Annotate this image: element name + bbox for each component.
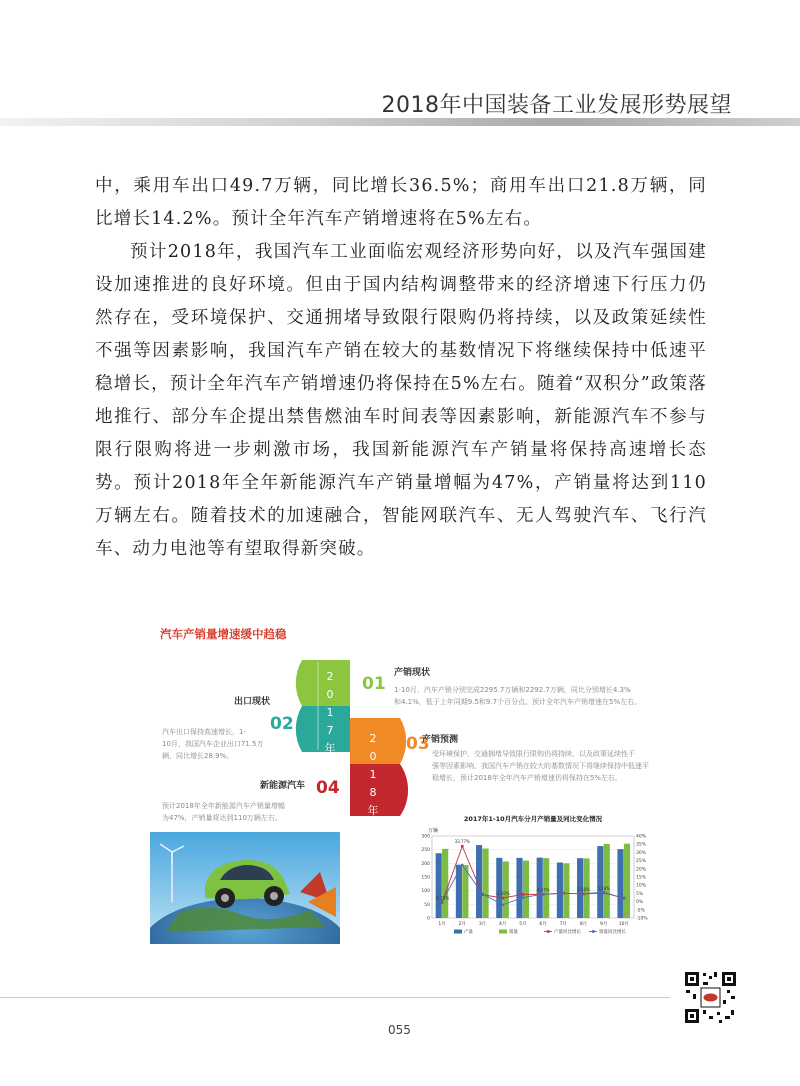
legend-swatch [499, 930, 507, 934]
chart-title: 2017年1-10月汽车分月产销量及同比变化情况 [463, 815, 603, 823]
x-tick-label: 2月 [458, 922, 466, 927]
bar-sales [523, 861, 529, 918]
point-sales-growth [542, 893, 545, 896]
header-divider [0, 118, 800, 126]
year-2018-column [361, 728, 401, 828]
bar-production [456, 865, 462, 918]
bar-production [597, 846, 603, 918]
bar-production [436, 853, 442, 918]
year-2017-char: 年 [324, 742, 336, 755]
y-axis-label: 万辆 [428, 828, 439, 834]
y2-tick-label: 10% [636, 883, 647, 889]
bar-sales [563, 863, 569, 918]
data-label: 5.18% [597, 885, 611, 891]
qr-code [683, 970, 738, 1025]
point-sales-growth [623, 897, 626, 900]
car-illustration [150, 832, 340, 944]
data-label: 5.58% [577, 887, 590, 893]
bar-production [516, 858, 522, 918]
y2-tick-label: 20% [636, 867, 647, 873]
point-production-growth [522, 893, 525, 896]
body-text [95, 170, 707, 566]
infographic-title: 汽车产销量增速缓中趋稳 [160, 627, 287, 641]
legend-label: 产量同比增长 [554, 930, 581, 935]
y2-tick-label: 40% [636, 834, 647, 840]
section-03-label: 产销预测 [422, 735, 459, 745]
x-tick-label: 1月 [438, 922, 446, 927]
y2-tick-label: 30% [636, 850, 647, 856]
chart-bars [436, 844, 630, 918]
year-2017-char: 1 [326, 706, 334, 719]
point-production-growth [501, 897, 504, 900]
section-04-number: 04 [316, 778, 340, 798]
year-2018-char: 2 [369, 732, 377, 745]
monthly-sales-chart [408, 812, 658, 942]
data-label: -0.18% [435, 895, 450, 901]
bar-sales [503, 861, 509, 918]
y2-tick-label: 35% [636, 842, 647, 848]
y-tick-label: 150 [421, 875, 430, 881]
footer-divider [0, 997, 670, 998]
data-label: 33.77% [454, 839, 470, 845]
x-tick-label: 5月 [519, 922, 527, 927]
y2-tick-label: -10% [636, 916, 648, 922]
legend-marker [592, 930, 595, 933]
y-tick-label: 200 [421, 861, 430, 867]
point-sales-growth [501, 904, 504, 907]
chart-legend [454, 928, 626, 935]
chart-svg [408, 812, 658, 942]
year-2018-char: 0 [369, 750, 377, 763]
section-04-desc: 预计2018年全年新能源汽车产销量增幅 为47%，产销量将达到110万辆左右。 [162, 802, 285, 822]
y-tick-label: 50 [424, 902, 430, 908]
point-production-growth [461, 845, 464, 848]
x-tick-label: 8月 [579, 922, 588, 927]
bar-sales [604, 844, 610, 918]
bar-production [496, 858, 502, 918]
y2-tick-label: 0% [636, 900, 644, 906]
point-sales-growth [582, 892, 585, 895]
year-2017-char: 0 [326, 688, 334, 701]
x-tick-label: 4月 [499, 922, 507, 927]
data-label: 4.47% [536, 887, 550, 893]
x-tick-label: 3月 [478, 922, 487, 927]
bar-sales [483, 849, 489, 918]
y2-tick-label: 25% [636, 859, 647, 865]
y-tick-label: 100 [421, 889, 430, 895]
x-tick-label: 9月 [600, 922, 608, 927]
section-02-desc: 汽车出口保持高速增长，1- 10月，我国汽车企业出口71.5万 辆，同比增长28.9%。 [162, 728, 264, 760]
y2-tick-label: -5% [636, 908, 645, 914]
section-02-label: 出口现状 [234, 697, 271, 707]
page-number: 055 [388, 1023, 411, 1037]
year-2018-char: 1 [369, 768, 377, 781]
year-2017-column [316, 666, 356, 766]
point-sales-growth [481, 893, 484, 896]
point-sales-growth [522, 896, 525, 899]
legend-label: 销量 [509, 930, 518, 935]
y-tick-label: 0 [427, 916, 430, 922]
section-03-number: 03 [406, 734, 430, 754]
section-01-desc: 1-10月，汽车产销分别完成2295.7万辆和2292.7万辆，同比分别增长4.3% 和4.1%，低于上年同期9.5和9.7个百分点。预计全年汽车产销增速在5%左右。 [394, 686, 642, 706]
bar-production [557, 863, 563, 918]
page-header-title: 2018年中国装备工业发展形势展望 [381, 93, 732, 118]
y2-tick-label: 15% [636, 875, 647, 881]
bar-sales [442, 849, 448, 918]
bar-sales [624, 844, 630, 918]
paragraph: 预计2018年，我国汽车工业面临宏观经济形势向好，以及汽车强国建设加速推进的良好环境。但由于国内结构调整带来的经济增速下行压力仍然存在，受环境保护、交通拥堵导致限行限购仍将持续，以及政策延续性不强等因素影响，我国汽车产销在较大的基数情况下将继续保持中低速平稳增长，预计全年汽车产销增速仍将保持在5%左右。随着“双积分”政策落地推行、部分车企提出禁售燃油车时间表等因素影响，新能源汽车不参与限行限购将进一步刺激市场，我国新能源汽车产销量将保持高速增长态势。预计2018年全年新能源汽车产销量增幅为47%，产销量将达到110万辆左右。随着技术的加速融合，智能网联汽车、无人驾驶汽车、飞行汽车、动力电池等有望取得新突破。 [95, 242, 707, 559]
point-sales-growth [461, 864, 464, 867]
point-sales-growth [562, 892, 565, 895]
section-03-desc: 受环境保护、交通拥堵导致限行限购仍将持续，以及政策延续性不 强等因素影响，我国汽车产销在较大的基数情况下将继续保持中低速平 稳增长，预计2018年全年汽车产销增速仍将保持在5%左右。 [432, 750, 649, 782]
y-tick-label: 250 [421, 848, 430, 854]
infographic [150, 620, 660, 950]
y2-tick-label: 5% [636, 891, 644, 897]
x-tick-label: 10月 [618, 922, 630, 927]
year-2018-char: 年 [367, 804, 379, 817]
year-2017-char: 2 [326, 670, 334, 683]
data-label: -2.20% [495, 890, 510, 896]
paragraph: 中，乘用车出口49.7万辆，同比增长36.5%；商用车出口21.8万辆，同比增长14.2%。预计全年汽车产销增速将在5%左右。 [95, 176, 707, 229]
line-production-growth [442, 846, 624, 902]
bar-production [617, 849, 623, 918]
year-2018-char: 8 [369, 786, 377, 799]
legend-label: 销量同比增长 [599, 930, 626, 935]
x-tick-label: 6月 [539, 922, 547, 927]
y-tick-label: 300 [421, 834, 430, 840]
year-2017-char: 7 [326, 724, 334, 737]
legend-label: 产量 [464, 930, 473, 935]
legend-marker [547, 930, 550, 933]
section-01-label: 产销现状 [394, 668, 431, 678]
green-car-photo [150, 832, 340, 944]
legend-swatch [454, 930, 462, 934]
chart-axis-labels [421, 834, 648, 928]
section-04-label: 新能源汽车 [260, 781, 306, 791]
x-tick-label: 7月 [559, 922, 567, 927]
section-02-number: 02 [270, 714, 294, 734]
section-01-number: 01 [362, 674, 386, 694]
point-sales-growth [602, 891, 605, 894]
